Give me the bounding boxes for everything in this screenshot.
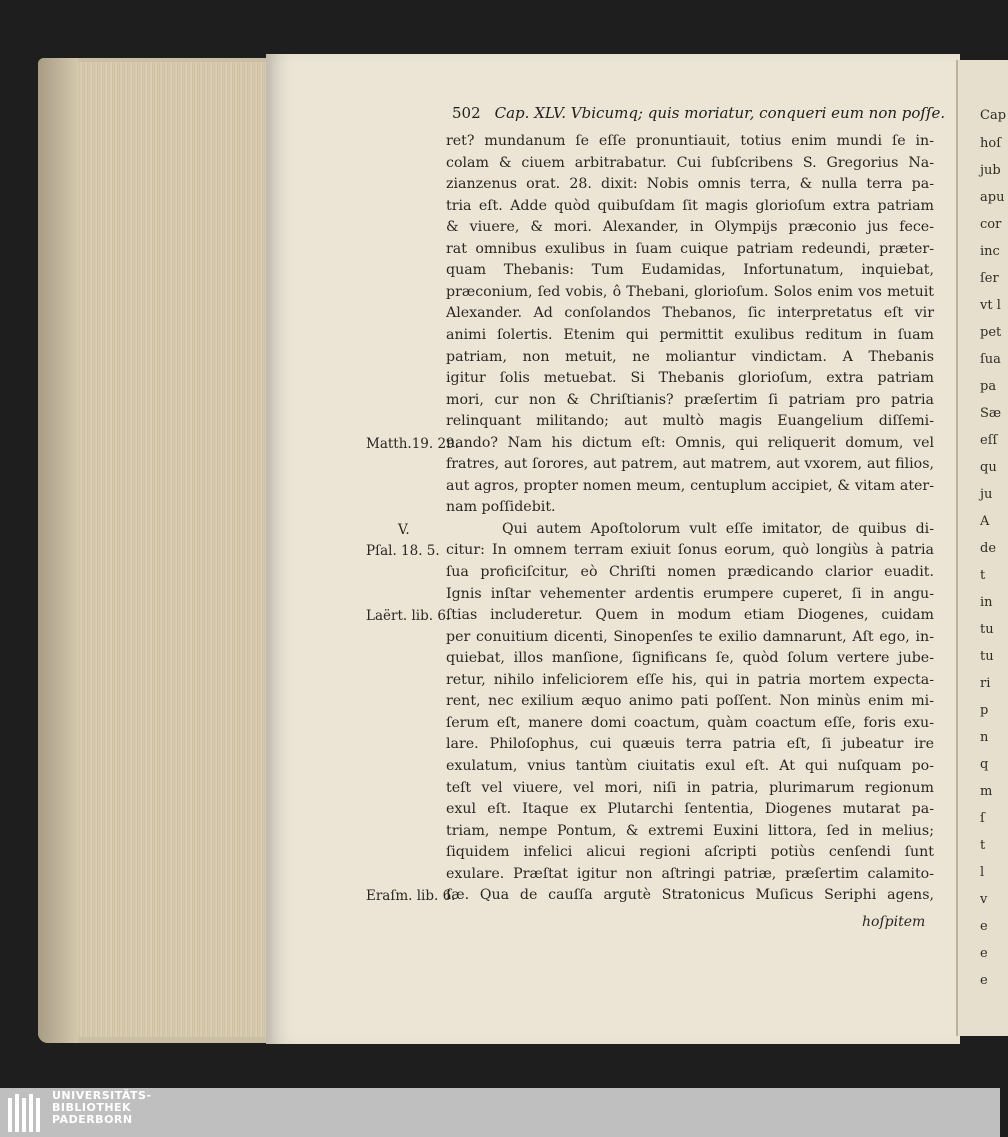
text-line: aut agros, propter nomen meum, centuplum accipiet, & vitam ater- [446,477,934,494]
next-page-text: ju [980,487,993,502]
text-line: per conuitium dicenti, Sinopenſes te exilio damnarunt, Aſt ego, in- [446,628,934,645]
text-line: Alexander. Ad conſolandos Thebanos, ſic interpretatus eſt vir [446,305,934,322]
text-line: teſt vel viuere, vel mori, niſi in patria, plurimarum regionum [446,779,934,796]
margin-note: Matth.19. 29. [366,435,459,452]
text-line: animi ſolertis. Etenim qui permittit exulibus reditum in ſuam [446,326,934,343]
text-line: rat omnibus exulibus in ſuam cuique patriam redeundi, præter- [446,240,934,257]
next-page-text: q [980,757,989,772]
next-page-text: vt l [980,298,1001,313]
next-page-text: e [980,919,988,934]
next-page-text: e [980,946,988,961]
next-page-text: in [980,595,993,610]
text-line: ſtias includeretur. Quem in modum etiam Diogenes, cuidam [446,607,934,624]
text-line: quam Thebanis: Tum Eudamidas, Infortunatum, inquiebat, [446,262,934,279]
next-page-text: e [980,973,988,988]
next-page-text: ſer [980,271,999,286]
text-line: ſæ. Qua de cauſſa argutè Stratonicus Muſicus Seriphi agens, [446,887,934,904]
next-page-text: t [980,568,986,583]
book-cover-edge [38,58,78,1043]
next-page-text: apu [980,190,1005,205]
next-page-text: A [980,514,990,529]
next-page-text: cor [980,217,1002,232]
text-line: triam, nempe Pontum, & extremi Euxini littora, ſed in melius; [446,822,934,839]
next-page-text: p [980,703,989,718]
text-line: exulare. Præſtat igitur non aſtringi patriæ, præſertim calamito- [446,865,934,882]
text-line: exulatum, vnius tantùm ciuitatis exul eſt. At qui nuſquam po- [446,757,934,774]
text-line: igitur ſolis metuebat. Si Thebanis glorioſum, extra patriam [446,370,934,387]
text-line: exul eſt. Itaque ex Plutarchi ſententia, Diogenes mutarat pa- [446,801,934,818]
running-head-title: Cap. XLV. Vbicumq; quis moriatur, conqueri eum non poſſe. [494,104,946,122]
text-line: fratres, aut ſorores, aut patrem, aut matrem, aut vxorem, aut filios, [446,456,934,473]
next-page-text: ri [980,676,991,691]
next-page-text: l [980,865,985,880]
next-page-text: n [980,730,989,745]
next-page-text: eſſ [980,433,998,448]
next-page-text: Cap [980,108,1007,123]
text-line: præconium, ſed vobis, ô Thebani, glorioſum. Solos enim vos metuit [446,283,934,300]
text-line: tria eſt. Adde quòd quibuſdam ſit magis glorioſum extra patriam [446,197,934,214]
library-logo-text [52,1090,152,1126]
book-edge [38,58,276,1043]
text-line: mori, cur non & Chriſtianis? præſertim ſi patriam pro patria [446,391,934,408]
library-logo-icon [6,1090,46,1135]
text-line: rent, nec exilium æquo animo pati poſſent. Non minùs enim mi- [446,693,934,710]
text-line: Qui autem Apoſtolorum vult eſſe imitator, de quibus di- [502,520,934,537]
next-page-fragment [956,60,1008,1036]
text-line: ſua proficiſcitur, eò Chriſti nomen prædicando clarior euadit. [446,564,934,580]
logo-line: BIBLIOTHEK [52,1101,132,1114]
margin-note: Pſal. 18. 5. [366,543,440,560]
next-page-text: de [980,541,997,556]
margin-note: V. [398,521,410,538]
text-line: ſerum eſt, manere domi coactum, quàm coactum eſſe, foris exu- [446,714,934,731]
next-page-text: ſ [980,811,985,826]
catchword: hoſpitem [862,914,926,930]
page-edges [78,62,274,1037]
text-line: retur, nihilo infeliciorem eſſe his, qui in patria mortem expecta- [446,671,934,688]
text-line: patriam, non metuit, ne moliantur vindictam. A Thebanis [446,348,934,365]
next-page-text: Sæ [980,406,1002,421]
next-page-text: jub [980,163,1001,178]
next-page-text: pa [980,379,997,394]
text-line: ret? mundanum ſe eſſe pronuntiauit, totius enim mundi ſe in- [446,133,934,149]
next-page-text: tu [980,622,994,637]
text-line: relinquant militando; aut multò magis Euangelium diſſemi- [446,413,934,430]
text-line: nam poſſidebit. [446,499,556,516]
text-line: & viuere, & mori. Alexander, in Olympijs præconio jus fece- [446,219,934,236]
text-line: quiebat, illos manſione, ſignificans ſe, quòd ſolum vertere jube- [446,650,934,667]
next-page-text: tu [980,649,994,664]
margin-note: Eraſm. lib. 6. [366,888,456,905]
next-page-text: inc [980,244,1000,259]
text-line: lare. Philoſophus, cui quæuis terra patria eſt, ſi jubeatur ire [446,736,934,753]
text-line: nando? Nam his dictum eſt: Omnis, qui reliquerit domum, vel [446,434,934,451]
text-line: colam & ciuem arbitrabatur. Cui ſubſcribens S. Gregorius Na- [446,154,934,171]
logo-line: UNIVERSITÄTS- [52,1089,152,1102]
page-number: 502 [452,104,481,122]
next-page-text: pet [980,325,1002,340]
text-line: citur: In omnem terram exiuit ſonus eorum, quò longiùs à patria [446,542,934,559]
text-line: ſiquidem infelici alicui regioni aſcripti potiùs cenſendi ſunt [446,844,934,861]
margin-note: Laërt. lib. 6. [366,608,451,625]
text-line: Ignis inſtar vehementer ardentis erumpere cuperet, ſi in angu- [446,585,934,602]
text-line: zianzenus orat. 28. dixit: Nobis omnis terra, & nulla terra pa- [446,176,934,193]
running-head [452,104,946,122]
next-page-text: ſua [980,352,1001,367]
next-page-text: hoſ [980,136,1002,151]
logo-line: PADERBORN [52,1113,133,1126]
next-page-text: qu [980,460,997,475]
next-page-text: t [980,838,986,853]
next-page-text: m [980,784,993,799]
next-page-text: v [980,892,988,907]
